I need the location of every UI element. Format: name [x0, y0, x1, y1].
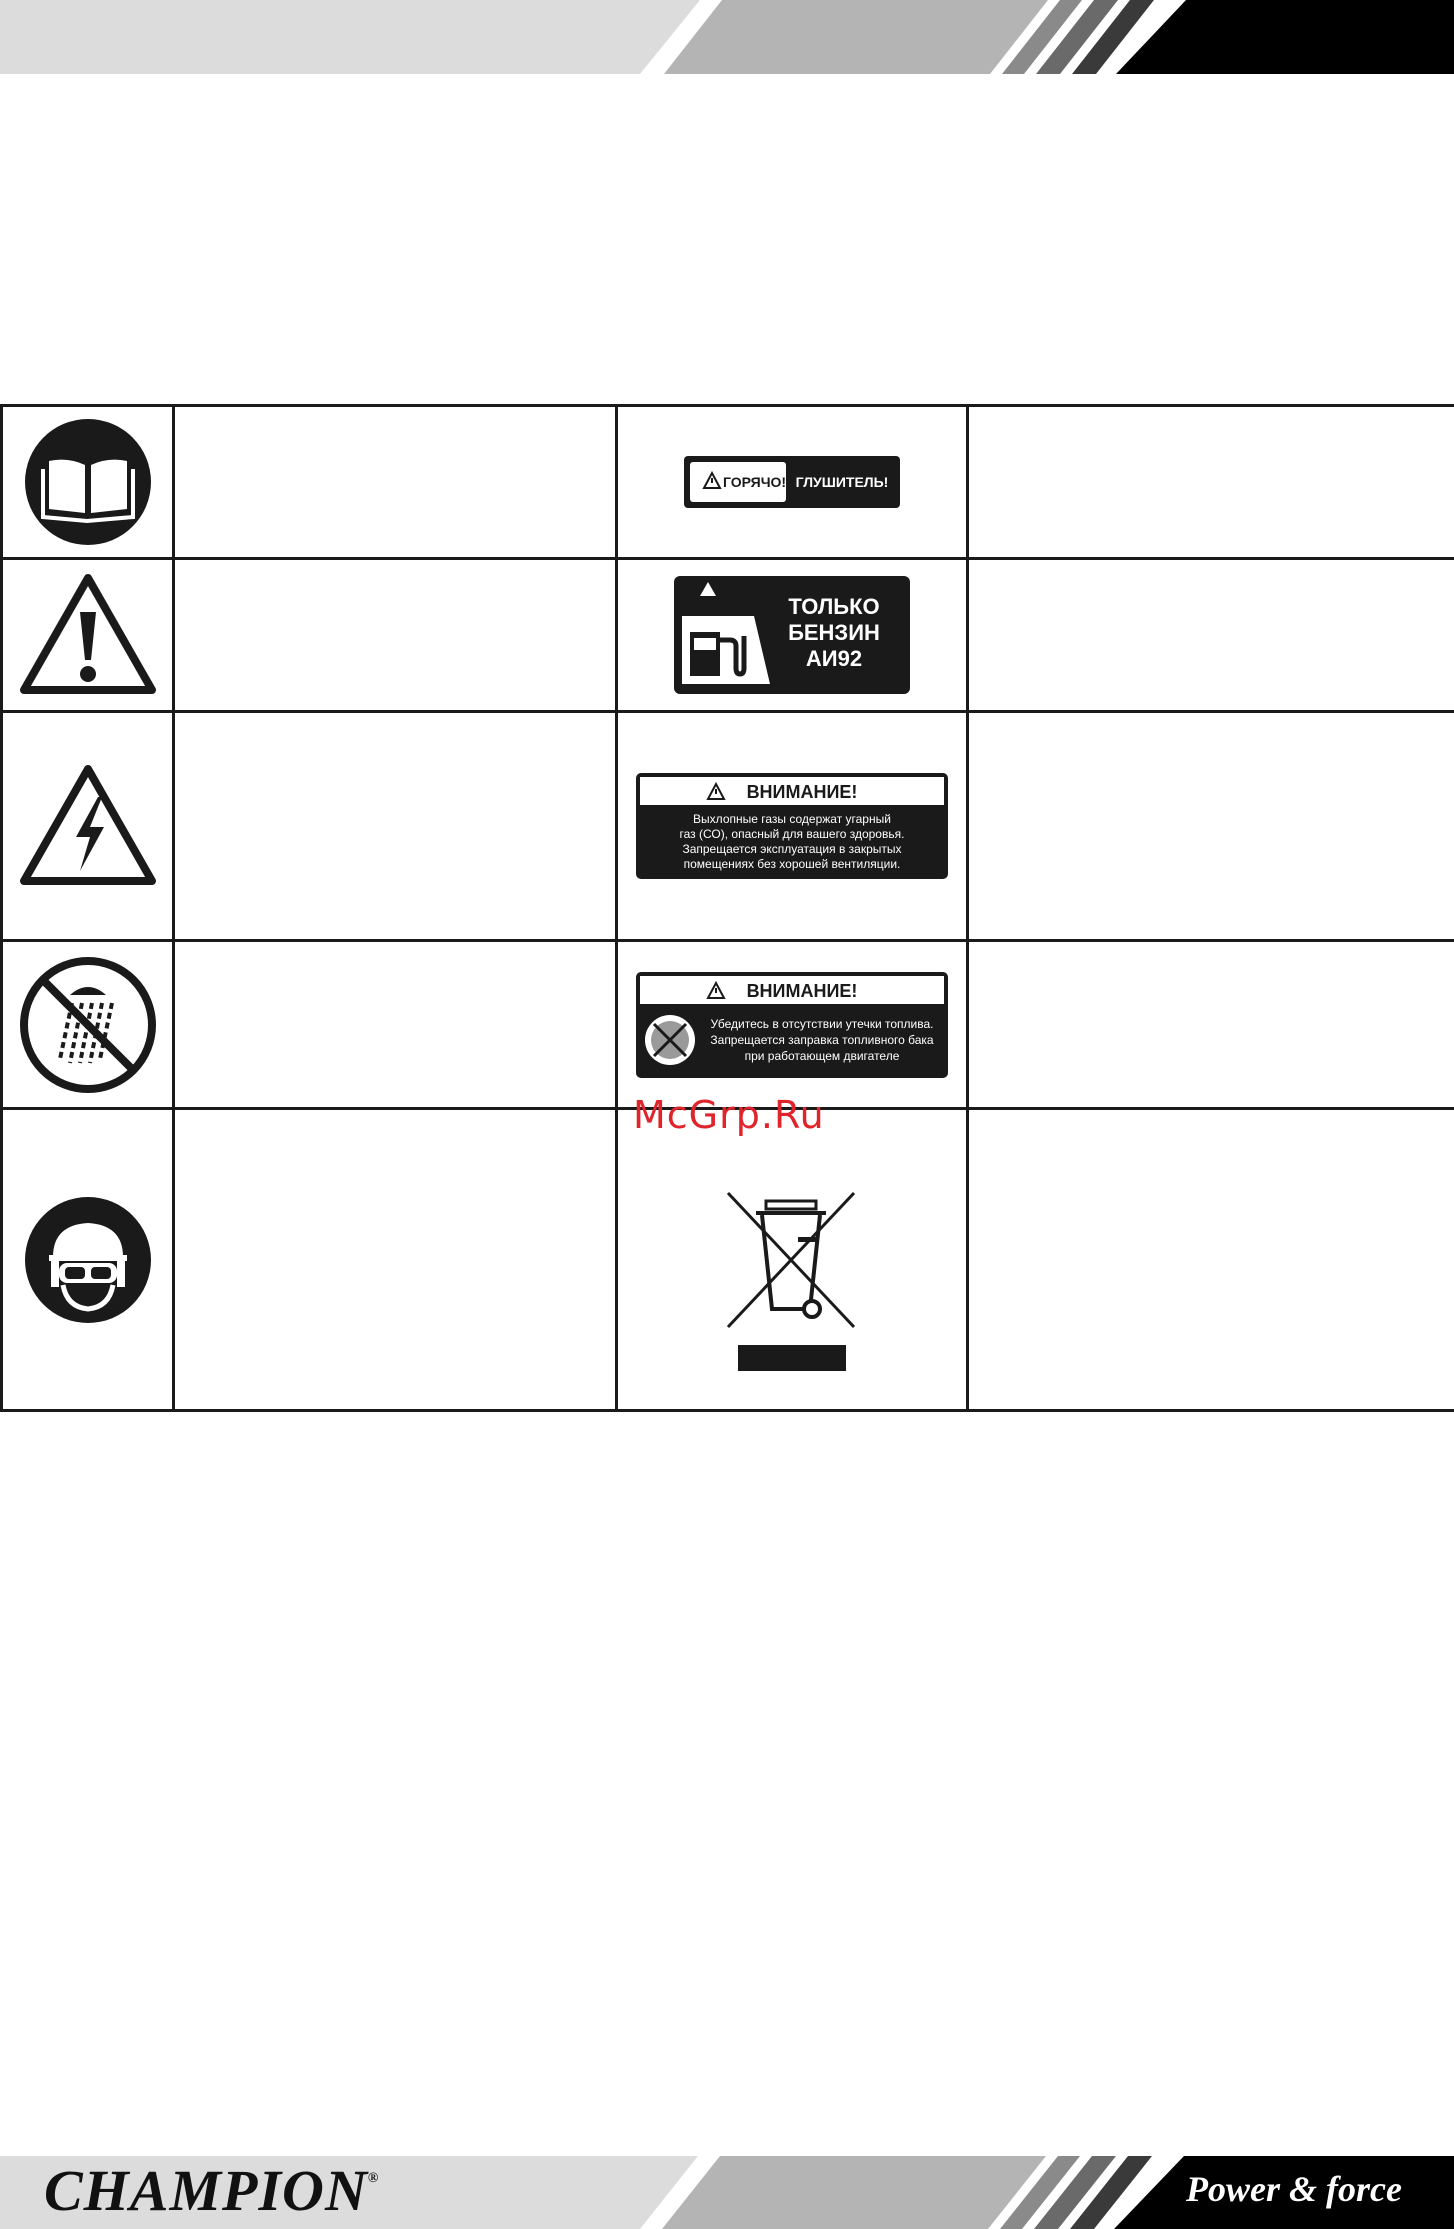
icon-cell	[2, 941, 174, 1109]
leak-line1: Убедитесь в отсутствии утечки топлива.	[710, 1016, 934, 1031]
symbol-description	[174, 559, 617, 712]
electric-shock-icon	[18, 761, 158, 891]
slogan: Power & force	[1186, 2169, 1402, 2209]
exhaust-title: ВНИМАНИЕ!	[746, 782, 858, 802]
label-description	[968, 712, 1454, 941]
exhaust-line1: Выхлопные газы содержат угарный	[693, 812, 891, 826]
safety-symbols-table	[0, 404, 1454, 1412]
icon-cell	[2, 1109, 174, 1411]
fuel-type-sticker	[674, 576, 910, 694]
table-row	[2, 1109, 1454, 1411]
no-rain-icon	[18, 955, 158, 1095]
read-manual-icon	[23, 417, 153, 547]
hot-label-right: ГЛУШИТЕЛЬ!	[795, 474, 889, 490]
label-description	[968, 1109, 1454, 1411]
hot-label-left: ГОРЯЧО!	[723, 474, 787, 490]
label-cell	[617, 406, 968, 559]
table-row	[2, 406, 1454, 559]
table-row	[2, 941, 1454, 1109]
watermark: McGrp.Ru	[633, 1093, 825, 1137]
leak-title: ВНИМАНИЕ!	[746, 980, 858, 1001]
symbol-description	[174, 941, 617, 1109]
header-band	[0, 0, 1454, 74]
icon-cell	[2, 559, 174, 712]
shower-head-icon	[70, 987, 106, 995]
icon-cell	[2, 712, 174, 941]
header-stripes	[0, 0, 1454, 74]
brand-logo	[44, 2157, 379, 2224]
weee-disposal-icon	[722, 1185, 862, 1375]
fuel-leak-warning-sticker	[636, 972, 948, 1078]
fuel-line1: ТОЛЬКО	[788, 594, 880, 619]
exhaust-line2: газ (СО), опасный для вашего здоровья.	[679, 827, 905, 841]
label-description	[968, 559, 1454, 712]
fuel-line2: БЕНЗИН	[788, 620, 880, 645]
brand-name: CHAMPION	[44, 2158, 368, 2223]
label-cell	[617, 559, 968, 712]
label-cell	[617, 1109, 968, 1411]
fuel-line3: АИ92	[805, 646, 863, 671]
label-cell	[617, 941, 968, 1109]
label-description	[968, 406, 1454, 559]
registered-mark: ®	[367, 2171, 380, 2186]
leak-line2: Запрещается заправка топливного бака	[710, 1032, 934, 1047]
symbol-description	[174, 712, 617, 941]
symbol-description	[174, 406, 617, 559]
general-warning-icon	[18, 570, 158, 700]
symbol-description	[174, 1109, 617, 1411]
table-row	[2, 559, 1454, 712]
table-row	[2, 712, 1454, 941]
label-description	[968, 941, 1454, 1109]
exhaust-warning-sticker	[636, 773, 948, 879]
icon-cell	[2, 406, 174, 559]
exhaust-line3: Запрещается эксплуатация в закрытых	[682, 842, 902, 856]
label-cell	[617, 712, 968, 941]
leak-line3: при работающем двигателе	[744, 1048, 900, 1063]
wear-protection-icon	[23, 1195, 153, 1325]
hot-muffler-sticker	[684, 456, 900, 508]
exhaust-line4: помещениях без хорошей вентиляции.	[683, 857, 901, 871]
